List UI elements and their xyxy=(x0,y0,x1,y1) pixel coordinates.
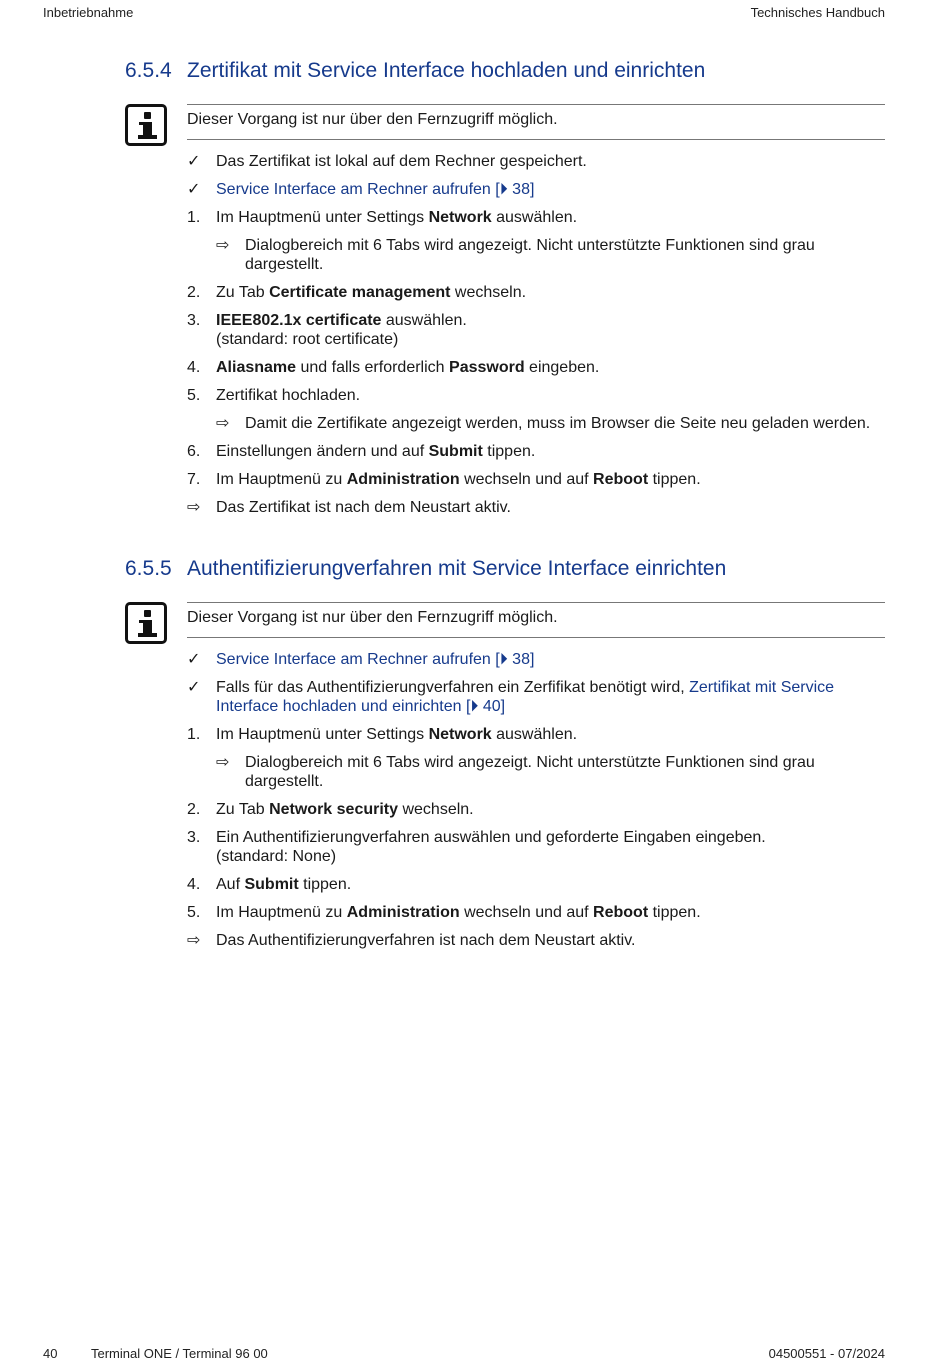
section-heading xyxy=(125,554,885,584)
checkmark-icon: ✓ xyxy=(187,679,201,696)
section-number: 6.5.4 xyxy=(125,59,172,82)
info-icon xyxy=(125,602,167,644)
checkmark-icon: ✓ xyxy=(187,153,201,170)
precondition: ✓ Das Zertifikat ist lokal auf dem Rechner gespeichert. xyxy=(187,153,587,170)
instruction-list xyxy=(125,650,885,950)
step-result: ⇨ Dialogbereich mit 6 Tabs wird angezeigt. Nicht unterstützte Funktionen sind grau dargestellt. xyxy=(216,237,815,273)
running-header-chapter: Inbetriebnahme xyxy=(43,5,134,20)
section-number: 6.5.5 xyxy=(125,557,172,580)
precondition xyxy=(125,180,885,199)
info-icon xyxy=(125,104,167,146)
play-triangle-icon: ⏵ xyxy=(499,651,508,668)
info-note xyxy=(125,602,885,650)
step: 2. Zu Tab Network security wechseln. xyxy=(187,801,474,818)
checkmark-icon: ✓ xyxy=(187,651,201,668)
arrow-right-icon: ⇨ xyxy=(216,237,230,254)
arrow-right-icon: ⇨ xyxy=(187,932,201,949)
step: 5. Zertifikat hochladen. xyxy=(187,387,361,404)
section-title: Zertifikat mit Service Interface hochladen und einrichten xyxy=(187,59,706,82)
step-result: ⇨ Damit die Zertifikate angezeigt werden, muss im Browser die Seite neu geladen werden. xyxy=(216,415,871,432)
final-result: ⇨ Das Authentifizierungverfahren ist nach dem Neustart aktiv. xyxy=(187,932,636,949)
arrow-right-icon: ⇨ xyxy=(187,499,201,516)
step: 3. IEEE802.1x certificate auswählen. (standard: root certificate) xyxy=(187,312,467,348)
info-note-text: Dieser Vorgang ist nur über den Fernzugriff möglich. xyxy=(187,602,885,638)
arrow-right-icon: ⇨ xyxy=(216,754,230,771)
step: 1. Im Hauptmenü unter Settings Network auswählen. xyxy=(187,726,578,743)
step: 6. Einstellungen ändern und auf Submit tippen. xyxy=(187,443,536,460)
cross-reference-link[interactable]: Service Interface am Rechner aufrufen [⏵ 38] xyxy=(216,181,535,198)
final-result: ⇨ Das Zertifikat ist nach dem Neustart aktiv. xyxy=(187,499,511,516)
section-6-5-5 xyxy=(125,554,885,959)
running-header-manual: Technisches Handbuch xyxy=(750,5,885,20)
info-note xyxy=(125,104,885,152)
precondition: ✓ Falls für das Authentifizierungverfahren ein Zerfifikat benötigt wird, Zertifikat mit Service Interface hochladen und einrichten [⏵ 40] xyxy=(187,679,835,715)
footer-product: Terminal ONE / Terminal 96 00 xyxy=(91,1346,268,1361)
play-triangle-icon: ⏵ xyxy=(499,181,508,198)
page-number: 40 xyxy=(43,1346,58,1361)
step-result: ⇨ Dialogbereich mit 6 Tabs wird angezeigt. Nicht unterstützte Funktionen sind grau dargestellt. xyxy=(216,754,815,790)
info-note-text: Dieser Vorgang ist nur über den Fernzugriff möglich. xyxy=(187,104,885,140)
section-title: Authentifizierungverfahren mit Service Interface einrichten xyxy=(187,557,727,580)
step: 4. Aliasname und falls erforderlich Password eingeben. xyxy=(187,359,600,376)
step: 4. Auf Submit tippen. xyxy=(187,876,352,893)
step: 1. Im Hauptmenü unter Settings Network auswählen. xyxy=(187,209,578,226)
step: 3. Ein Authentifizierungverfahren auswählen und geforderte Eingaben eingeben. (standard: None) xyxy=(187,829,766,865)
step: 2. Zu Tab Certificate management wechseln. xyxy=(187,284,527,301)
cross-reference-link[interactable]: Service Interface am Rechner aufrufen [⏵ 38] xyxy=(216,651,535,668)
play-triangle-icon: ⏵ xyxy=(470,698,479,715)
precondition xyxy=(125,650,885,669)
arrow-right-icon: ⇨ xyxy=(216,415,230,432)
checkmark-icon: ✓ xyxy=(187,181,201,198)
step: 7. Im Hauptmenü zu Administration wechseln und auf Reboot tippen. xyxy=(187,471,701,488)
instruction-list xyxy=(125,152,885,517)
section-heading xyxy=(125,56,885,86)
section-6-5-4 xyxy=(125,56,885,526)
step: 5. Im Hauptmenü zu Administration wechseln und auf Reboot tippen. xyxy=(187,904,701,921)
footer-document-number: 04500551 - 07/2024 xyxy=(768,1346,885,1361)
cross-reference-link[interactable]: Zertifikat mit Service Interface hochladen und einrichten [⏵ 40] xyxy=(216,679,835,715)
